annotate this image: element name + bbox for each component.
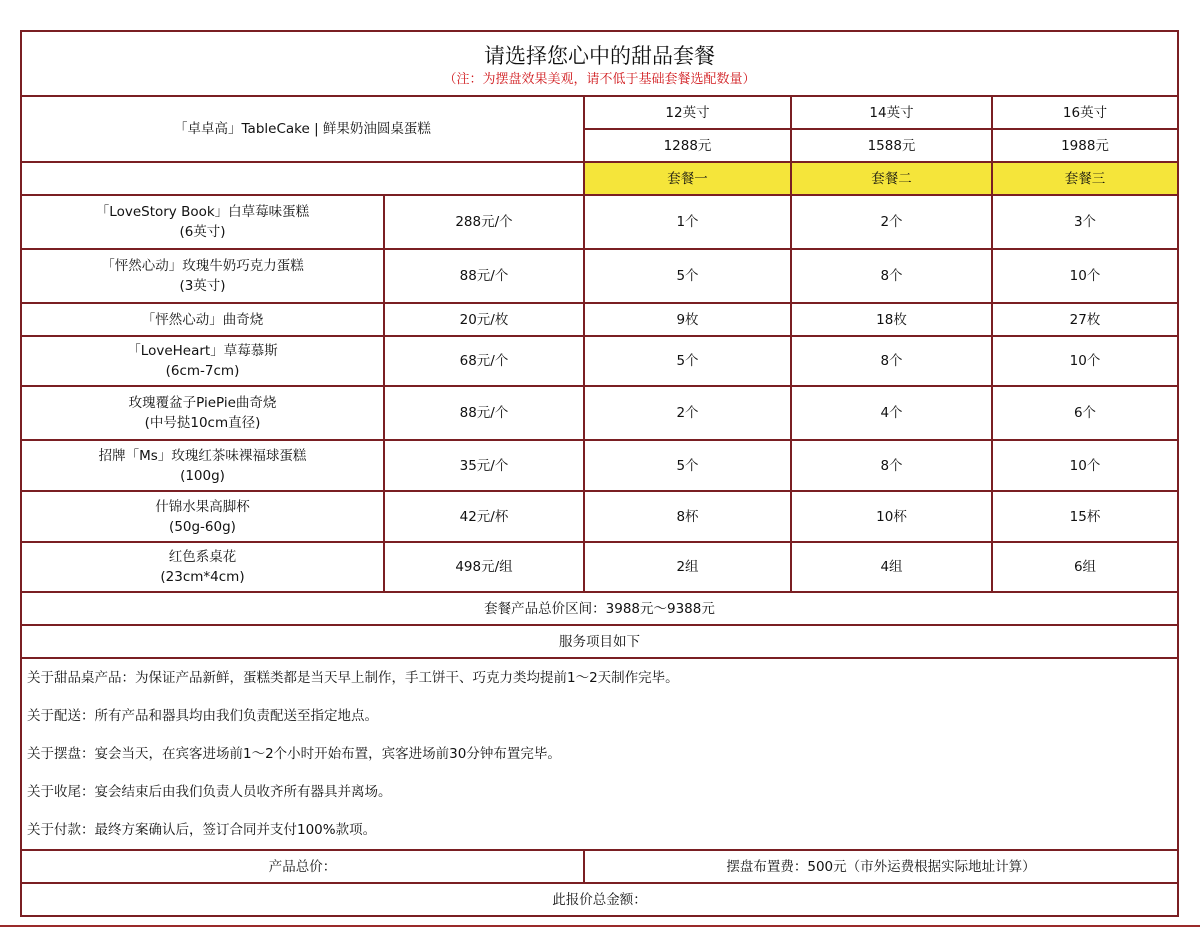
item-name: 「LoveHeart」草莓慕斯 <box>127 343 278 359</box>
services-header: 服务项目如下 <box>21 625 1178 658</box>
item-row <box>21 440 1178 491</box>
item-qty-package-2: 2个 <box>791 195 992 249</box>
service-item: 关于付款：最终方案确认后，签订合同并支付100%款项。 <box>27 822 377 838</box>
item-name-cell <box>21 303 384 336</box>
page-title: 请选择您心中的甜品套餐 <box>484 43 715 68</box>
item-qty-package-2: 8个 <box>791 440 992 491</box>
item-name: 红色系桌花 <box>168 549 237 565</box>
item-unit-price: 88元/个 <box>384 386 584 440</box>
size-14: 14英寸 <box>791 96 992 129</box>
main-cake-name: 「卓卓高」TableCake | 鲜果奶油圆桌蛋糕 <box>21 96 584 162</box>
item-spec: (6cm-7cm) <box>165 363 240 379</box>
item-row <box>21 386 1178 440</box>
item-row <box>21 336 1178 386</box>
item-row <box>21 491 1178 542</box>
package-1-header: 套餐一 <box>584 162 791 195</box>
price-16: 1988元 <box>992 129 1178 162</box>
item-name: 「怦然心动」曲奇烧 <box>141 311 264 328</box>
service-item: 关于收尾：宴会结束后由我们负责人员收齐所有器具并离场。 <box>27 784 392 800</box>
quote-total: 此报价总金额： <box>21 883 1178 916</box>
item-qty-package-2: 8个 <box>791 249 992 303</box>
item-qty-package-1: 5个 <box>584 249 791 303</box>
item-spec: (中号挞10cm直径) <box>144 415 261 431</box>
item-qty-package-1: 8杯 <box>584 491 791 542</box>
item-name: 什锦水果高脚杯 <box>155 498 250 515</box>
item-name-cell <box>21 386 384 440</box>
item-spec: (50g-60g) <box>169 518 236 535</box>
item-qty-package-2: 4个 <box>791 386 992 440</box>
item-unit-price: 498元/组 <box>384 542 584 592</box>
item-name-cell <box>21 249 384 303</box>
item-spec: (3英寸) <box>179 278 226 294</box>
item-qty-package-1: 2个 <box>584 386 791 440</box>
item-name: 玫瑰覆盆子PiePie曲奇烧 <box>128 395 277 411</box>
setup-fee: 摆盘布置费：500元（市外运费根据实际地址计算） <box>584 850 1178 883</box>
blank-cell <box>21 162 584 195</box>
quote-table <box>20 30 1179 917</box>
item-name: 「怦然心动」玫瑰牛奶巧克力蛋糕 <box>101 258 304 274</box>
service-item: 关于摆盘：宴会当天，在宾客进场前1～2个小时开始布置，宾客进场前30分钟布置完毕。 <box>27 746 561 762</box>
item-qty-package-2: 8个 <box>791 336 992 386</box>
price-12: 1288元 <box>584 129 791 162</box>
item-name: 招牌「Ms」玫瑰红茶味裸福球蛋糕 <box>98 447 307 464</box>
package-3-header: 套餐三 <box>992 162 1178 195</box>
item-qty-package-3: 15杯 <box>992 491 1178 542</box>
item-unit-price: 288元/个 <box>384 195 584 249</box>
item-qty-package-1: 1个 <box>584 195 791 249</box>
item-qty-package-3: 10个 <box>992 336 1178 386</box>
item-row <box>21 303 1178 336</box>
bottom-divider <box>0 925 1200 927</box>
price-range: 套餐产品总价区间：3988元～9388元 <box>21 592 1178 625</box>
service-item: 关于配送：所有产品和器具均由我们负责配送至指定地点。 <box>27 708 378 724</box>
item-row <box>21 249 1178 303</box>
item-unit-price: 88元/个 <box>384 249 584 303</box>
total-label: 产品总价： <box>21 850 584 883</box>
item-qty-package-3: 6个 <box>992 386 1178 440</box>
item-row <box>21 542 1178 592</box>
item-qty-package-3: 10个 <box>992 440 1178 491</box>
item-qty-package-1: 5个 <box>584 336 791 386</box>
item-name: 「LoveStory Book」白草莓味蛋糕 <box>95 204 310 220</box>
item-name-cell <box>21 491 384 542</box>
item-qty-package-2: 10杯 <box>791 491 992 542</box>
item-row <box>21 195 1178 249</box>
size-16: 16英寸 <box>992 96 1178 129</box>
item-unit-price: 35元/个 <box>384 440 584 491</box>
item-spec: (100g) <box>180 467 225 484</box>
item-name-cell <box>21 195 384 249</box>
item-spec: (23cm*4cm) <box>160 569 245 585</box>
item-qty-package-3: 6组 <box>992 542 1178 592</box>
service-item: 关于甜品桌产品：为保证产品新鲜，蛋糕类都是当天早上制作，手工饼干、巧克力类均提前1～2天制作完毕。 <box>27 670 679 686</box>
item-qty-package-2: 18枚 <box>791 303 992 336</box>
item-qty-package-3: 27枚 <box>992 303 1178 336</box>
services-cell <box>21 658 1178 850</box>
item-unit-price: 20元/枚 <box>384 303 584 336</box>
title-note: （注：为摆盘效果美观，请不低于基础套餐选配数量） <box>443 71 756 87</box>
item-unit-price: 68元/个 <box>384 336 584 386</box>
size-12: 12英寸 <box>584 96 791 129</box>
item-qty-package-3: 10个 <box>992 249 1178 303</box>
item-name-cell <box>21 440 384 491</box>
item-qty-package-1: 9枚 <box>584 303 791 336</box>
item-qty-package-1: 5个 <box>584 440 791 491</box>
title-cell <box>21 31 1178 96</box>
item-qty-package-2: 4组 <box>791 542 992 592</box>
package-2-header: 套餐二 <box>791 162 992 195</box>
item-qty-package-3: 3个 <box>992 195 1178 249</box>
item-name-cell <box>21 336 384 386</box>
services-list <box>27 659 1172 849</box>
item-qty-package-1: 2组 <box>584 542 791 592</box>
price-14: 1588元 <box>791 129 992 162</box>
item-name-cell <box>21 542 384 592</box>
item-spec: (6英寸) <box>179 224 226 240</box>
item-unit-price: 42元/杯 <box>384 491 584 542</box>
